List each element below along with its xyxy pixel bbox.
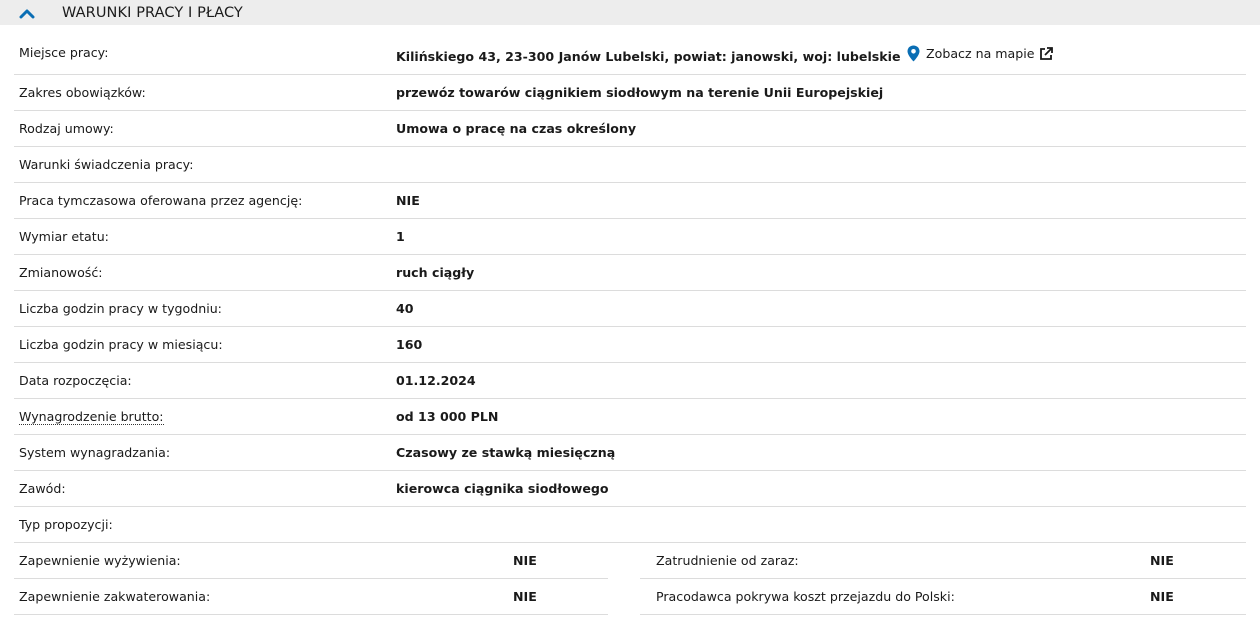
salary-tooltip-label[interactable]: Wynagrodzenie brutto: bbox=[19, 409, 164, 424]
row-label: Pracodawca pokrywa koszt przejazdu do Polski: bbox=[656, 589, 955, 604]
row-value: kierowca ciągnika siodłowego bbox=[396, 481, 609, 496]
show-on-map-label[interactable]: Zobacz na mapie bbox=[926, 46, 1035, 61]
show-on-map-link[interactable] bbox=[907, 45, 1053, 62]
row-value: ruch ciągły bbox=[396, 265, 475, 280]
row-label: Zapewnienie zakwaterowania: bbox=[19, 589, 211, 604]
table-row bbox=[14, 435, 1246, 471]
row-label: Zatrudnienie od zaraz: bbox=[656, 553, 799, 568]
half-row bbox=[640, 543, 1246, 579]
row-label: Rodzaj umowy: bbox=[19, 121, 114, 136]
row-value: NIE bbox=[396, 193, 420, 208]
row-label: Zawód: bbox=[19, 481, 66, 496]
table-row bbox=[14, 255, 1246, 291]
split-row bbox=[0, 543, 1260, 579]
row-label: Zakres obowiązków: bbox=[19, 85, 146, 100]
row-value: 160 bbox=[396, 337, 423, 352]
section-title: WARUNKI PRACY I PŁACY bbox=[62, 4, 243, 21]
row-value: NIE bbox=[1150, 589, 1174, 604]
row-value: przewóz towarów ciągnikiem siodłowym na terenie Unii Europejskiej bbox=[396, 85, 884, 100]
table-row bbox=[14, 291, 1246, 327]
half-row bbox=[14, 543, 608, 579]
row-label: Data rozpoczęcia: bbox=[19, 373, 132, 388]
chevron-up-icon[interactable] bbox=[18, 6, 36, 20]
details-table bbox=[0, 25, 1260, 615]
table-row bbox=[14, 471, 1246, 507]
row-label: Miejsce pracy: bbox=[19, 45, 109, 60]
table-row bbox=[14, 183, 1246, 219]
table-row bbox=[14, 111, 1246, 147]
table-row bbox=[14, 75, 1246, 111]
row-value: 1 bbox=[396, 229, 405, 244]
half-row bbox=[14, 579, 608, 615]
row-label: Warunki świadczenia pracy: bbox=[19, 157, 194, 172]
row-value: Umowa o pracę na czas określony bbox=[396, 121, 637, 136]
row-value: Kilińskiego 43, 23-300 Janów Lubelski, powiat: janowski, woj: lubelskie bbox=[396, 49, 901, 64]
table-row bbox=[14, 363, 1246, 399]
half-row bbox=[640, 579, 1246, 615]
row-label: Liczba godzin pracy w miesiącu: bbox=[19, 337, 223, 352]
row-value: NIE bbox=[513, 589, 537, 604]
split-row bbox=[0, 579, 1260, 615]
row-label: Liczba godzin pracy w tygodniu: bbox=[19, 301, 222, 316]
table-row bbox=[14, 219, 1246, 255]
table-row bbox=[14, 327, 1246, 363]
table-row bbox=[14, 507, 1246, 543]
external-link-icon bbox=[1039, 47, 1053, 61]
map-pin-icon bbox=[907, 45, 920, 62]
table-row bbox=[14, 399, 1246, 435]
row-value: Czasowy ze stawką miesięczną bbox=[396, 445, 616, 460]
row-label: Praca tymczasowa oferowana przez agencję: bbox=[19, 193, 303, 208]
row-value: od 13 000 PLN bbox=[396, 409, 499, 424]
table-row bbox=[14, 25, 1246, 75]
table-row bbox=[14, 147, 1246, 183]
row-label: Zapewnienie wyżywienia: bbox=[19, 553, 181, 568]
row-value: NIE bbox=[1150, 553, 1174, 568]
section-header-toggle[interactable] bbox=[0, 0, 1260, 25]
row-label: System wynagradzania: bbox=[19, 445, 171, 460]
row-value: 40 bbox=[396, 301, 414, 316]
row-label: Typ propozycji: bbox=[19, 517, 113, 532]
row-value: NIE bbox=[513, 553, 537, 568]
row-value: 01.12.2024 bbox=[396, 373, 476, 388]
row-label: Wymiar etatu: bbox=[19, 229, 109, 244]
row-label: Zmianowość: bbox=[19, 265, 103, 280]
